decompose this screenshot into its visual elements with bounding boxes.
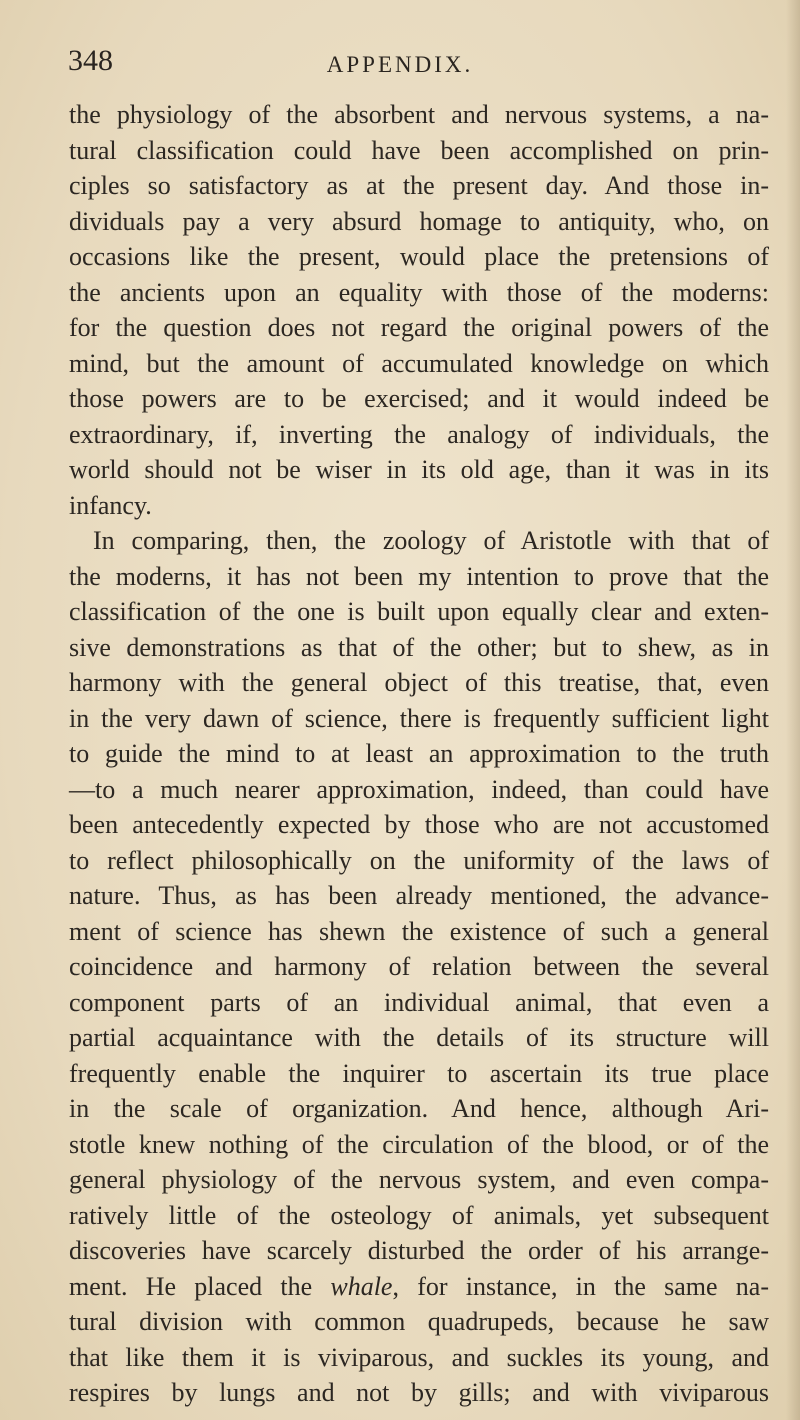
- text-line: tural classification could have been accomplished on prin-: [69, 135, 769, 165]
- paragraph-start-line: In comparing, then, the zoology of Aristotle with that of: [93, 526, 769, 555]
- text-line: in the scale of organization. And hence, although Ari-: [69, 1094, 769, 1123]
- text-line: in the very dawn of science, there is frequently sufficient light: [69, 703, 769, 733]
- text-line: stotle knew nothing of the circulation of the blood, or of the: [69, 1129, 769, 1159]
- text-line: harmony with the general object of this treatise, that, even: [69, 668, 769, 697]
- text-line: sive demonstrations as that of the other; but to shew, as in: [69, 632, 769, 662]
- text-line: for the question does not regard the original powers of the: [69, 313, 769, 342]
- text-line: ment of science has shewn the existence of such a general: [69, 916, 769, 946]
- text-line: the physiology of the absorbent and nervous systems, a na-: [69, 100, 769, 129]
- text-line: the moderns, it has not been my intention to prove that the: [69, 561, 769, 591]
- text-segment: , for instance, in the same na-: [392, 1271, 769, 1301]
- text-line: occasions like the present, would place the pretensions of: [69, 242, 769, 271]
- text-line: coincidence and harmony of relation between the several: [69, 952, 769, 981]
- text-line: to guide the mind to at least an approximation to the truth: [69, 739, 769, 768]
- text-line: dividuals pay a very absurd homage to antiquity, who, on: [69, 206, 769, 236]
- paragraph-end-line: infancy.: [69, 490, 152, 520]
- text-line: ratively little of the osteology of animals, yet subsequent: [69, 1200, 769, 1230]
- text-line: those powers are to be exercised; and it would indeed be: [69, 384, 769, 413]
- text-line: world should not be wiser in its old age, than it was in its: [69, 455, 769, 484]
- body-text: [69, 97, 769, 1411]
- text-line: been antecedently expected by those who are not accustomed: [69, 810, 769, 839]
- text-line: nature. Thus, as has been already mentioned, the advance-: [69, 881, 769, 910]
- text-line: component parts of an individual animal, that even a: [69, 987, 769, 1017]
- text-line: mind, but the amount of accumulated knowledge on which: [69, 348, 769, 378]
- text-line: —to a much nearer approximation, indeed, than could have: [69, 774, 769, 804]
- text-segment: ment. He placed the: [69, 1271, 331, 1301]
- text-line: partial acquaintance with the details of its structure will: [69, 1023, 769, 1052]
- page-number: 348: [68, 44, 113, 77]
- running-head: APPENDIX.: [326, 52, 474, 77]
- italic-term: whale: [330, 1271, 393, 1301]
- text-line: classification of the one is built upon equally clear and exten-: [69, 597, 769, 626]
- text-line: extraordinary, if, inverting the analogy of individuals, the: [69, 419, 769, 449]
- text-line: frequently enable the inquirer to ascertain its true place: [69, 1058, 769, 1088]
- text-line: respires by lungs and not by gills; and with viviparous: [69, 1378, 769, 1407]
- text-line: ciples so satisfactory as at the present day. And those in-: [69, 171, 769, 200]
- text-line: general physiology of the nervous system, and even compa-: [69, 1165, 769, 1194]
- text-line: that like them it is viviparous, and suckles its young, and: [69, 1342, 769, 1372]
- text-line: the ancients upon an equality with those of the moderns:: [69, 277, 769, 307]
- page-edge-shadow: [786, 0, 800, 1420]
- text-line: discoveries have scarcely disturbed the order of his arrange-: [69, 1236, 769, 1265]
- text-line: tural division with common quadrupeds, because he saw: [69, 1307, 769, 1336]
- text-line-with-italic: [69, 1269, 769, 1305]
- text-line: to reflect philosophically on the uniformity of the laws of: [69, 845, 769, 875]
